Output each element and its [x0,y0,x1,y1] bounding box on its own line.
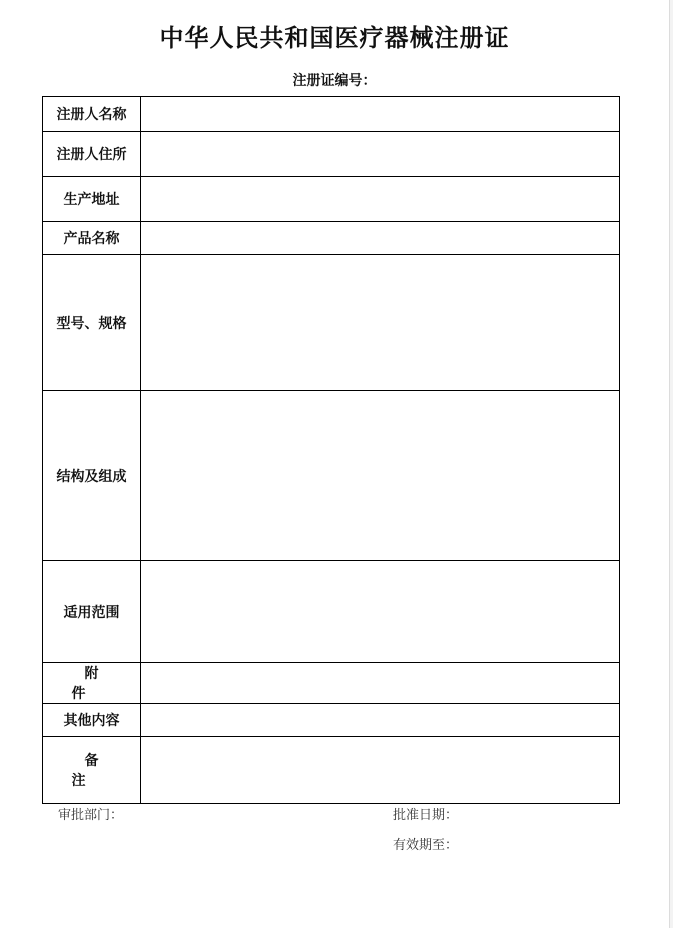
row-value-cell [141,177,620,222]
row-value-cell [141,132,620,177]
approval-date-label: 批准日期： [393,808,459,823]
row-label: 其他内容 [43,704,141,737]
row-label: 注册人名称 [43,97,141,132]
row-label: 型号、规格 [43,255,141,391]
registration-number-label: 注册证编号： [292,73,377,89]
row-label: 结构及组成 [43,391,141,561]
form-row-scope-of-use [43,561,620,663]
form-row-product-name [43,222,620,255]
form-row-production-address [43,177,620,222]
registration-form-table [42,96,620,804]
row-label: 备注 [71,753,125,789]
form-row-registrant-name [43,97,620,132]
row-label: 附件 [71,666,125,702]
row-value-cell [141,97,620,132]
row-value-cell [141,222,620,255]
form-row-model-spec [43,255,620,391]
form-row-attachments [43,663,620,704]
document-title: 中华人民共和国医疗器械注册证 [159,23,510,52]
form-row-structure-composition [43,391,620,561]
form-row-registrant-address [43,132,620,177]
approval-department-label: 审批部门： [58,808,124,823]
row-value-cell [141,663,620,704]
row-label: 生产地址 [43,177,141,222]
valid-until-label: 有效期至： [393,838,459,853]
row-value-cell [141,391,620,561]
row-value-cell [141,561,620,663]
row-label: 产品名称 [43,222,141,255]
row-value-cell [141,737,620,804]
row-value-cell [141,255,620,391]
row-label: 注册人住所 [43,132,141,177]
form-row-remarks [43,737,620,804]
row-label: 适用范围 [43,561,141,663]
form-row-other-content [43,704,620,737]
row-value-cell [141,704,620,737]
